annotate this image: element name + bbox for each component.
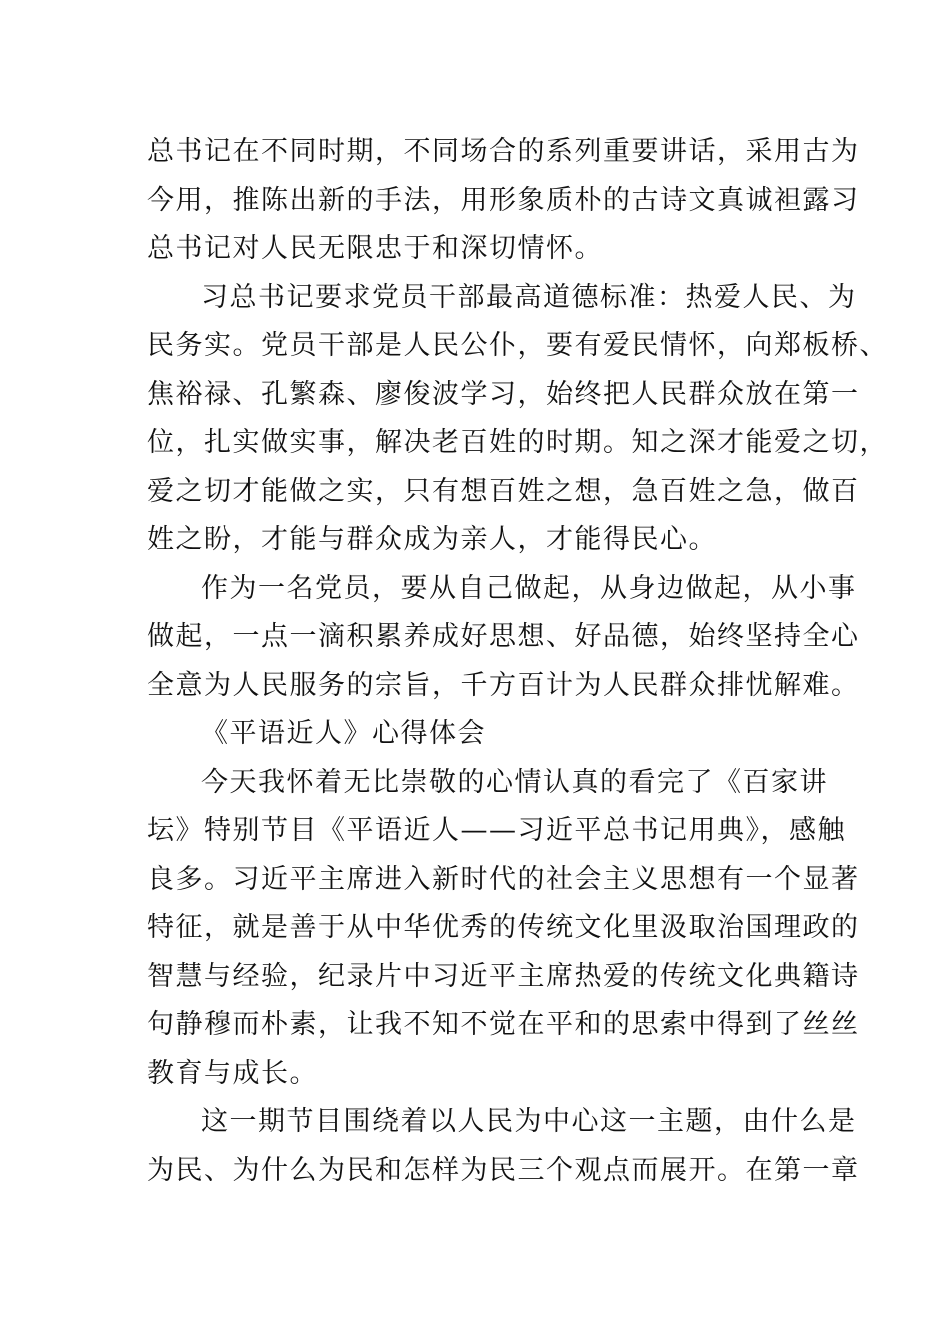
paragraph-start-line: 今天我怀着无比崇敬的心情认真的看完了《百家讲 bbox=[201, 766, 828, 798]
text-line: 智慧与经验，纪录片中习近平主席热爱的传统文化典籍诗 bbox=[147, 960, 860, 992]
section-heading: 《平语近人》心得体会 bbox=[201, 718, 486, 749]
text-line: 为民、为什么为民和怎样为民三个观点而展开。在第一章 bbox=[147, 1154, 860, 1186]
text-line: 今用，推陈出新的手法，用形象质朴的古诗文真诚袒露习 bbox=[147, 184, 860, 216]
text-line: 爱之切才能做之实，只有想百姓之想，急百姓之急，做百 bbox=[147, 475, 860, 507]
text-line: 做起，一点一滴积累养成好思想、好品德，始终坚持全心 bbox=[147, 621, 860, 652]
document-body bbox=[147, 128, 888, 1195]
text-line: 坛》特别节目《平语近人——习近平总书记用典》，感触 bbox=[147, 815, 846, 846]
text-line: 良多。习近平主席进入新时代的社会主义思想有一个显著 bbox=[147, 863, 860, 895]
paragraph-start-line: 习总书记要求党员干部最高道德标准：热爱人民、为 bbox=[201, 281, 857, 313]
text-line: 总书记在不同时期，不同场合的系列重要讲话，采用古为 bbox=[147, 136, 860, 167]
text-line: 全意为人民服务的宗旨，千方百计为人民群众排忧解难。 bbox=[147, 669, 860, 701]
text-line: 总书记对人民无限忠于和深切情怀。 bbox=[147, 233, 603, 264]
text-line: 姓之盼，才能与群众成为亲人，才能得民心。 bbox=[147, 524, 717, 555]
text-line: 教育与成长。 bbox=[147, 1057, 318, 1089]
paragraph-start-line: 作为一名党员，要从自己做起，从身边做起，从小事 bbox=[201, 572, 857, 604]
text-line: 位，扎实做实事，解决老百姓的时期。知之深才能爱之切， bbox=[147, 427, 888, 458]
text-line: 句静穆而朴素，让我不知不觉在平和的思索中得到了丝丝 bbox=[147, 1009, 860, 1040]
text-line: 民务实。党员干部是人民公仆，要有爱民情怀，向郑板桥、 bbox=[147, 330, 888, 361]
text-line: 焦裕禄、孔繁森、廖俊波学习，始终把人民群众放在第一 bbox=[147, 378, 860, 410]
paragraph-start-line: 这一期节目围绕着以人民为中心这一主题，由什么是 bbox=[201, 1106, 857, 1137]
text-line: 特征，就是善于从中华优秀的传统文化里汲取治国理政的 bbox=[147, 912, 860, 943]
